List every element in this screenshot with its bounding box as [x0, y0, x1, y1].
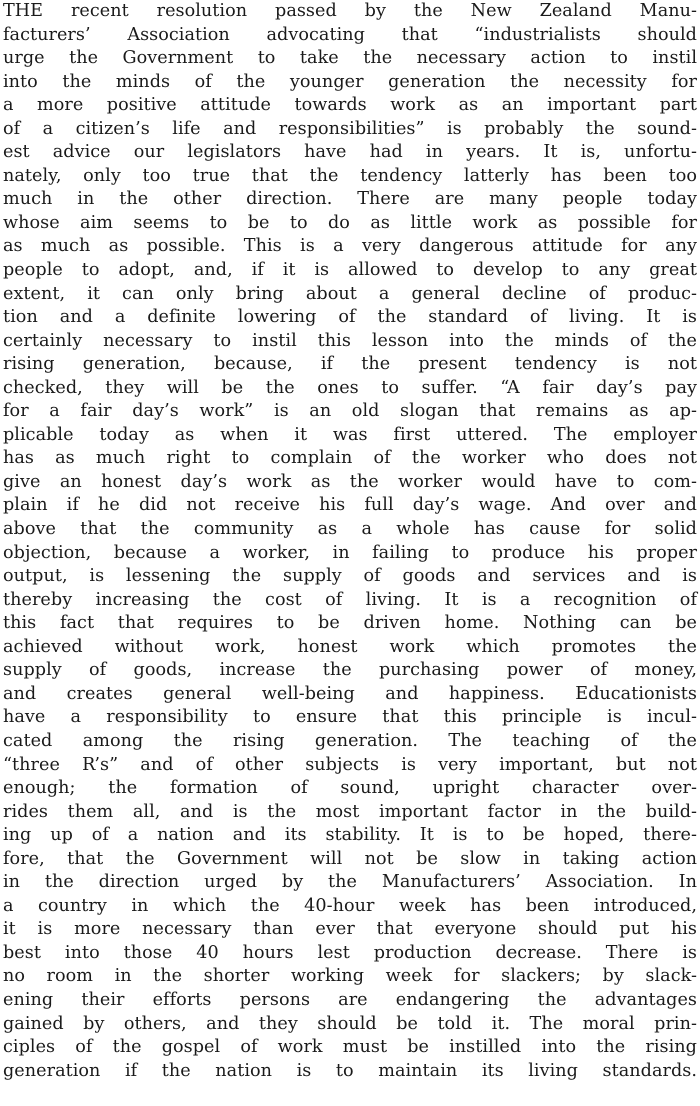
article-line: supply of goods, increase the purchasing power of money,: [3, 660, 697, 681]
article-line: into the minds of the younger generation the necessity for: [3, 71, 697, 92]
article-line: as much as possible. This is a very dangerous attitude for any: [3, 236, 697, 257]
article-line: whose aim seems to be to do as little work as possible for: [3, 212, 697, 233]
article-line: enough; the formation of sound, upright character over-: [3, 778, 697, 799]
article-line: objection, because a worker, in failing to produce his proper: [3, 542, 697, 563]
article-line: plicable today as when it was first uttered. The employer: [3, 424, 697, 445]
article-line: facturers’ Association advocating that “industrialists should: [3, 24, 697, 45]
article-line: has as much right to complain of the worker who does not: [3, 448, 697, 469]
article-line: no room in the shorter working week for slackers; by slack-: [3, 966, 697, 987]
article-line: ing up of a nation and its stability. It is to be hoped, there-: [3, 825, 697, 846]
article-line: output, is lessening the supply of goods and services and is: [3, 566, 697, 587]
article-line: have a responsibility to ensure that this principle is incul-: [3, 707, 697, 728]
article-line: of a citizen’s life and responsibilities” is probably the sound-: [3, 118, 697, 139]
article-line: checked, they will be the ones to suffer. “A fair day’s pay: [3, 377, 697, 398]
article-line: a country in which the 40-hour week has been introduced,: [3, 895, 697, 916]
article-line: rising generation, because, if the present tendency is not: [3, 354, 697, 375]
article-line: ciples of the gospel of work must be instilled into the rising: [3, 1037, 697, 1058]
article-line: thereby increasing the cost of living. It is a recognition of: [3, 589, 697, 610]
article-line: generation if the nation is to maintain its living standards.: [3, 1060, 697, 1081]
article-line: tion and a definite lowering of the standard of living. It is: [3, 307, 697, 328]
article-line: a more positive attitude towards work as an important part: [3, 95, 697, 116]
article-line: in the direction urged by the Manufacturers’ Association. In: [3, 872, 697, 893]
article-line: extent, it can only bring about a general decline of produc-: [3, 283, 697, 304]
article-line: best into those 40 hours lest production decrease. There is: [3, 942, 697, 963]
article-line: nately, only too true that the tendency latterly has been too: [3, 165, 697, 186]
article-line: THE recent resolution passed by the New Zealand Manu-: [3, 1, 697, 21]
article-line: give an honest day’s work as the worker would have to com-: [3, 471, 697, 492]
article-line: fore, that the Government will not be slow in taking action: [3, 848, 697, 869]
article-line: certainly necessary to instil this lesson into the minds of the: [3, 330, 697, 351]
article-line: achieved without work, honest work which promotes the: [3, 636, 697, 657]
article-line: and creates general well-being and happiness. Educationists: [3, 683, 697, 704]
article-line: urge the Government to take the necessary action to instil: [3, 48, 697, 69]
article-line: gained by others, and they should be told it. The moral prin-: [3, 1013, 697, 1034]
article-line: this fact that requires to be driven home. Nothing can be: [3, 613, 697, 634]
article-line: it is more necessary than ever that everyone should put his: [3, 919, 697, 940]
article-line: people to adopt, and, if it is allowed to develop to any great: [3, 260, 697, 281]
article-line: plain if he did not receive his full day’s wage. And over and: [3, 495, 697, 516]
article-line: cated among the rising generation. The teaching of the: [3, 730, 697, 751]
article-line: “three R’s” and of other subjects is very important, but not: [3, 754, 697, 775]
article-body: [3, 0, 697, 1083]
article-line: ening their efforts persons are endangering the advantages: [3, 989, 697, 1010]
article-line: much in the other direction. There are many people today: [3, 189, 697, 210]
article-line: rides them all, and is the most important factor in the build-: [3, 801, 697, 822]
article-line: for a fair day’s work” is an old slogan that remains as ap-: [3, 401, 697, 422]
article-line: est advice our legislators have had in years. It is, unfortu-: [3, 142, 697, 163]
article-line: above that the community as a whole has cause for solid: [3, 519, 697, 540]
